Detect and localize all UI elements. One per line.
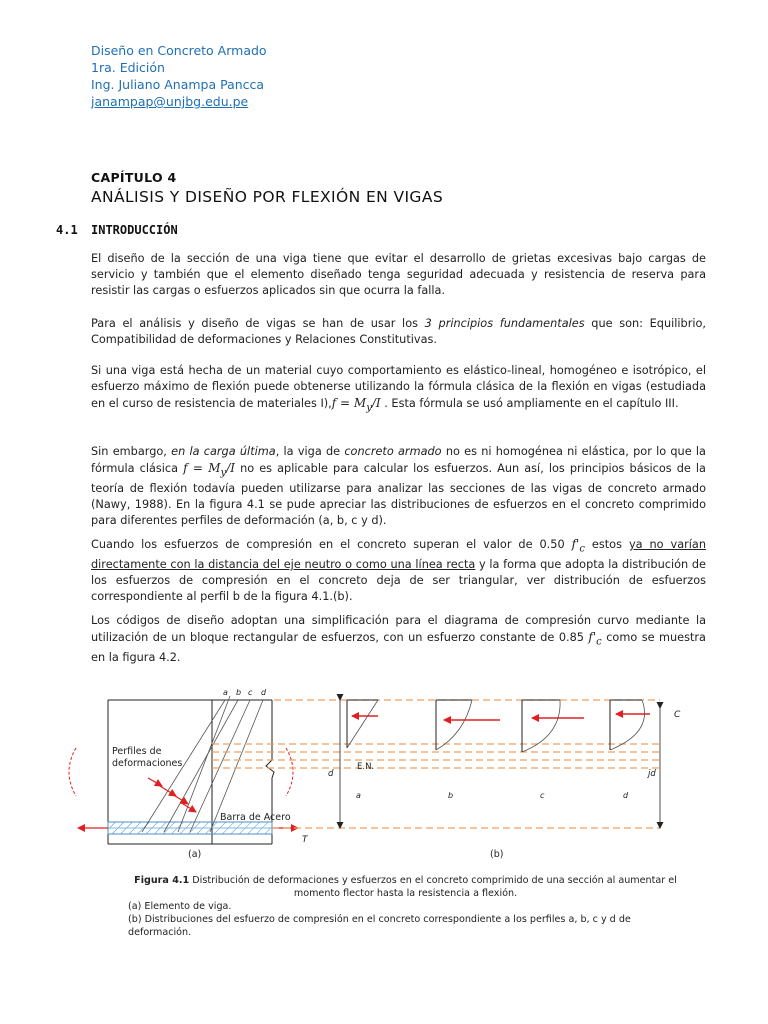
p6-text-b: como se muestra en la figura 4.2.: [91, 631, 706, 665]
profile-label-b: b: [236, 688, 242, 697]
p4-text-c: , la viga de: [275, 445, 345, 458]
caption-text: Distribución de deformaciones y esfuerzos en el concreto comprimido de una sección al aumentar el momento flector hasta la resistencia a flexión.: [189, 875, 677, 899]
p5-formula: [571, 537, 585, 555]
p6-formula: [588, 630, 602, 648]
caption-item-a: (a) Elemento de viga.: [128, 901, 232, 912]
paragraph-5: [91, 536, 706, 605]
stress-block-a: [347, 700, 378, 748]
caption-main: [128, 874, 683, 900]
p2-text-c: que son: Equilibrio, Compatibilidad de deformaciones y Relaciones Constitutivas.: [91, 317, 706, 346]
document-header: [91, 42, 267, 110]
caption-item-b: (b) Distribuciones del esfuerzo de compresión en el concreto correspondiente a los perfiles a, b, c y d de deformación.: [128, 914, 631, 938]
caption-label: Figura 4.1: [134, 875, 190, 886]
compression-label: C: [674, 710, 681, 720]
section-title: INTRODUCCIÓN: [91, 223, 178, 237]
block-label-c: c: [540, 791, 545, 800]
dim-label-jd: jd: [648, 769, 656, 779]
chapter-title: ANÁLISIS Y DISEÑO POR FLEXIÓN EN VIGAS: [91, 188, 444, 206]
paragraph-3: [91, 363, 706, 416]
p5-text-a: Cuando los esfuerzos de compresión en el concreto superan el valor de 0.50: [91, 538, 572, 551]
p3-formula: [331, 396, 381, 414]
author: Ing. Juliano Anampa Pancca: [91, 77, 265, 92]
profiles-label-2: deformaciones: [112, 758, 183, 769]
p6-formula-sub: c: [596, 636, 602, 648]
p5-text-b: estos: [584, 538, 629, 551]
section-number: 4.1: [56, 223, 78, 237]
profile-label-c: c: [248, 688, 253, 697]
p2-italic: 3 principios fundamentales: [424, 317, 585, 330]
p4-text-a: Sin embargo,: [91, 445, 172, 458]
p1-text: El diseño de la sección de una viga tiene que evitar el desarrollo de grietas excesivas bajo cargas de servicio y también que el elemento diseñado tenga seguridad adecuada y resistencia de reserva para resistir las cargas o esfuerzos aplicados sin que ocurra la falla.: [91, 252, 706, 297]
strain-arrows: [148, 778, 196, 812]
p4-formula-main: f = M: [183, 461, 221, 475]
paragraph-2: [91, 316, 706, 348]
p5-text-c: y la forma que adopta la distribución de los esfuerzos de compresión en el concreto deja de ser triangular, ver distribución de esfuerzos correspondiente al perfil b de la figura 4.1.(b).: [91, 558, 706, 604]
p3-formula-main: f = M: [331, 396, 367, 410]
moment-arrow-left: [69, 748, 76, 796]
p4-text-e: no es ni homogénea ni elástica, por lo que la fórmula clásica: [91, 445, 706, 475]
figure-caption: [128, 874, 683, 939]
p4-formula: [183, 461, 235, 479]
p6-text-a: Los códigos de diseño adoptan una simplificación para el diagrama de compresión curvo mediante la utilización de un bloque rectangular de esfuerzos, con un esfuerzo constante de 0.85: [91, 614, 706, 644]
paragraph-4: [91, 444, 706, 529]
dim-label-d: d: [328, 769, 334, 779]
paragraph-6: [91, 613, 706, 666]
p5-formula-main: f': [571, 537, 580, 551]
paragraph-1: [91, 251, 706, 299]
book-title: Diseño en Concreto Armado: [91, 43, 267, 58]
neutral-axis-label: E.N.: [357, 762, 375, 772]
p3-formula-sub: y: [366, 402, 372, 414]
author-email-link[interactable]: janampap@unjbg.edu.pe: [91, 94, 249, 109]
p3-formula-end: /I: [371, 396, 381, 410]
profile-label-a: a: [223, 688, 228, 697]
block-label-a: a: [356, 791, 361, 800]
p4-italic-2: concreto armado: [344, 445, 442, 458]
p4-text-g: no es aplicable para calcular los esfuerzos. Aun así, los principios básicos de la teoría de flexión todavía pueden utilizarse para analizar las secciones de las vigas de concreto armado (Nawy, 1988). En la figura 4.1 se pude apreciar las distribuciones de esfuerzos en el concreto comprimido para diferentes perfiles de deformación (a, b, c y d).: [91, 462, 706, 528]
stress-block-d: [610, 700, 650, 750]
p4-formula-sub: y: [220, 467, 227, 479]
moment-arrow-right: [286, 748, 293, 796]
profiles-label-1: Perfiles de: [112, 746, 162, 757]
subfigure-b-label: (b): [490, 849, 504, 860]
profile-label-d: d: [261, 688, 267, 697]
edition: 1ra. Edición: [91, 60, 165, 75]
p5-underlined: ya no varían directamente con la distancia del eje neutro o como una línea recta: [91, 538, 706, 572]
chapter-label: CAPÍTULO 4: [91, 170, 177, 185]
p4-formula-end: /I: [226, 461, 235, 475]
p3-text-a: Si una viga está hecha de un material cuyo comportamiento es elástico-lineal, homogéneo e isotrópico, el esfuerzo máximo de flexión puede obtenerse utilizando la fórmula clásica de la flexión en vigas (estudiada en el curso de resistencia de materiales I),: [91, 364, 706, 410]
rebar-label: Barra de Acero: [220, 812, 291, 823]
p2-text-a: Para el análisis y diseño de vigas se han de usar los: [91, 317, 425, 330]
subfigure-a-label: (a): [188, 849, 202, 860]
p5-formula-sub: c: [579, 543, 585, 555]
tension-label: T: [302, 835, 308, 845]
p6-formula-main: f': [588, 630, 597, 644]
figure-4-1: [60, 682, 750, 862]
block-label-d: d: [623, 791, 629, 800]
block-label-b: b: [448, 791, 454, 800]
p3-text-b: . Esta fórmula se usó ampliamente en el capítulo III.: [380, 397, 679, 410]
p4-italic-1: en la carga última: [171, 445, 276, 458]
stress-block-b: [436, 700, 500, 750]
